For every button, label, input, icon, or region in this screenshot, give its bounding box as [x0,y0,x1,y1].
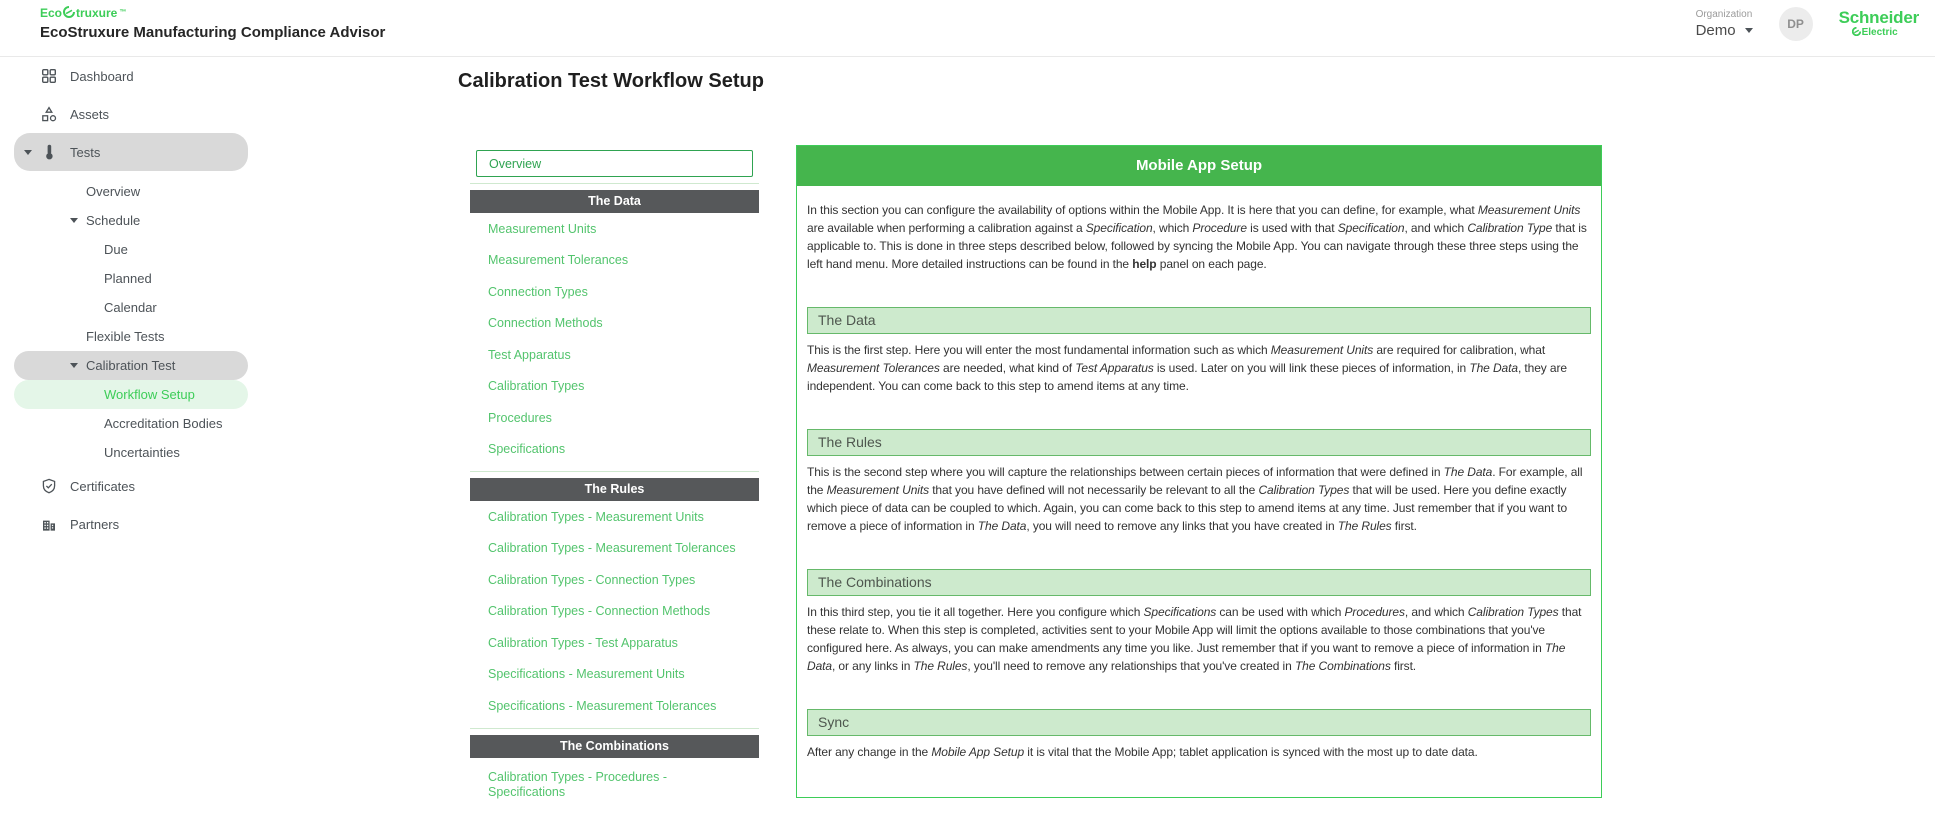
logo-trademark: ™ [119,9,127,16]
sidebar-item-label: Assets [70,106,110,122]
sidebar-item-overview[interactable] [14,177,248,206]
panel-section-body: After any change in the Mobile App Setup it is vital that the Mobile App; tablet application is synced with the most up to date data. [807,745,1478,759]
caret-down-icon [70,363,78,368]
workflow-menu-item-specifications[interactable]: Specifications [488,442,566,457]
workflow-menu-item-connection-types[interactable]: Connection Types [488,284,588,299]
sidebar-item-accreditation-bodies[interactable] [14,409,248,438]
sidebar-item-workflow-setup[interactable] [14,380,248,409]
panel-section-body: In this third step, you tie it all together. Here you configure which Specifications can be used with which Procedures, and which Calibration Types that these relate to. When this step is completed, activities sent to your Mobile App will limit the options available to those combinations that you've configured here. As always, you can make amendments any time you like. Just remember that if you want to remove a piece of information in The Data, or any links in The Rules, you'll need to remove any relationships that you've created in The Combinations first. [807,605,1582,673]
organization-value: Demo [1695,22,1736,39]
workflow-menu-item-calibration-types-procedures-specifications[interactable]: Calibration Types - Procedures - Specifications [488,769,668,799]
page-title: Calibration Test Workflow Setup [458,70,764,92]
sidebar-item-calibration-test[interactable] [14,351,248,380]
mobile-app-setup-panel [796,145,1602,798]
brand-name: Schneider [1838,8,1919,27]
avatar[interactable]: DP [1779,7,1813,41]
section-separator [470,183,759,184]
panel-section-header: Sync [807,709,1591,736]
logo-text-suffix: truxure [76,6,118,20]
dashboard-icon [40,68,57,84]
certificates-icon [40,478,57,494]
panel-section-the-combinations [807,569,1591,675]
sidebar-item-label: Dashboard [70,68,134,84]
panel-section-header: The Data [807,307,1591,334]
workflow-overview-button[interactable]: Overview [476,150,753,177]
workflow-menu-item-test-apparatus[interactable]: Test Apparatus [488,347,571,362]
sidebar-item-label: Overview [86,184,141,199]
workflow-section-header-the-rules: The Rules [470,478,759,501]
workflow-menu-item-measurement-tolerances[interactable]: Measurement Tolerances [488,253,629,268]
panel-section-the-rules [807,429,1591,535]
sidebar-item-assets[interactable] [14,95,248,133]
sidebar-item-uncertainties[interactable] [14,438,248,467]
sidebar-item-label: Due [104,242,128,257]
sidebar-item-calendar[interactable] [14,293,248,322]
sidebar-item-label: Certificates [70,478,136,494]
panel-section-sync [807,709,1591,761]
sidebar-item-schedule[interactable] [14,206,248,235]
organization-dropdown[interactable] [1696,9,1753,39]
workflow-menu-item-calibration-types-test-apparatus[interactable]: Calibration Types - Test Apparatus [488,635,678,650]
sidebar [0,57,250,543]
workflow-menu-item-calibration-types-measurement-tolerances[interactable]: Calibration Types - Measurement Tolerances [488,541,736,556]
caret-down-icon [24,150,32,155]
workflow-menu [470,150,759,803]
workflow-menu-item-calibration-types-connection-types[interactable]: Calibration Types - Connection Types [488,572,696,587]
sidebar-item-label: Tests [70,144,101,160]
sidebar-item-label: Calendar [104,300,157,315]
workflow-menu-item-specifications-measurement-tolerances[interactable]: Specifications - Measurement Tolerances [488,698,717,713]
sidebar-item-label: Flexible Tests [86,329,165,344]
sidebar-item-label: Schedule [86,213,141,228]
sidebar-item-label: Uncertainties [104,445,180,460]
workflow-menu-item-calibration-types-measurement-units[interactable]: Calibration Types - Measurement Units [488,509,704,524]
top-bar [0,0,1935,57]
chevron-down-icon [1745,28,1753,33]
sidebar-item-label: Accreditation Bodies [104,416,223,431]
ecostruxure-swirl-icon [63,6,75,20]
workflow-menu-item-measurement-units[interactable]: Measurement Units [488,221,597,236]
tests-icon [40,144,57,160]
workflow-menu-item-calibration-types[interactable]: Calibration Types [488,379,585,394]
sidebar-item-label: Partners [70,516,120,532]
sidebar-item-due[interactable] [14,235,248,264]
sidebar-item-planned[interactable] [14,264,248,293]
caret-down-icon [70,218,78,223]
sidebar-item-partners[interactable] [14,505,248,543]
assets-icon [40,106,57,122]
brand-sub: Electric [1861,27,1898,38]
top-bar-right [1696,7,1919,41]
expand-slot [70,218,86,223]
panel-section-body: This is the first step. Here you will enter the most fundamental information such as which Measurement Units are required for calibration, what Measurement Tolerances are needed, what kind of Test Apparatus is used. Later on you will link these pieces of information, in The Data, they are independent. You can come back to this step to amend items at any time. [807,343,1567,393]
sidebar-item-label: Planned [104,271,152,286]
sidebar-item-certificates[interactable] [14,467,248,505]
ecostruxure-logo [40,6,385,41]
panel-section-body: This is the second step where you will capture the relationships between certain pieces of information that were defined in The Data. For example, all the Measurement Units that you have defined will not necessarily be relevant to all the Calibration Types that will be used. Here you define exactly which piece of data can be coupled to which. Again, you can come back to this step to amend items at any time. Just remember that if you want to remove a piece of information in The Data, you will need to remove any links that you have created in The Rules first. [807,465,1583,533]
panel-section-header: The Rules [807,429,1591,456]
panel-intro: In this section you can configure the availability of options within the Mobile App. It is here that you can define, for example, what Measurement Units are available when performing a calibration against a Specification, which Procedure is used with that Specification, and which Calibration Type that is applicable to. This is done in three steps described below, followed by syncing the Mobile App. You can navigate through these three steps using the left hand menu. More detailed instructions can be found in the help panel on each page. [807,203,1587,271]
workflow-menu-item-calibration-types-connection-methods[interactable]: Calibration Types - Connection Methods [488,604,711,619]
sidebar-item-flexible-tests[interactable] [14,322,248,351]
logo-text-prefix: Eco [40,6,63,20]
workflow-menu-sections [470,183,759,803]
organization-label: Organization [1695,9,1753,20]
panel-title: Mobile App Setup [797,146,1601,186]
schneider-electric-logo [1839,9,1919,39]
section-separator [470,471,759,472]
workflow-menu-item-specifications-measurement-units[interactable]: Specifications - Measurement Units [488,667,685,682]
workflow-menu-item-connection-methods[interactable]: Connection Methods [488,316,603,331]
workflow-section-header-the-data: The Data [470,190,759,213]
panel-section-header: The Combinations [807,569,1591,596]
panel-section-the-data [807,307,1591,395]
sidebar-item-label: Workflow Setup [104,387,195,402]
workflow-section-header-the-combinations: The Combinations [470,735,759,758]
sidebar-item-dashboard[interactable] [14,57,248,95]
panel-sections [807,307,1591,761]
section-separator [470,728,759,729]
sidebar-item-label: Calibration Test [86,358,176,373]
expand-slot [70,363,86,368]
panel-body [797,201,1601,761]
ecostruxure-wordmark [40,6,385,20]
workflow-menu-item-procedures[interactable]: Procedures [488,410,552,425]
schneider-swirl-icon [1852,27,1861,39]
partners-icon [40,516,57,532]
expand-slot [24,150,40,155]
app-title: EcoStruxure Manufacturing Compliance Advisor [40,24,386,41]
sidebar-item-tests[interactable] [14,133,248,171]
